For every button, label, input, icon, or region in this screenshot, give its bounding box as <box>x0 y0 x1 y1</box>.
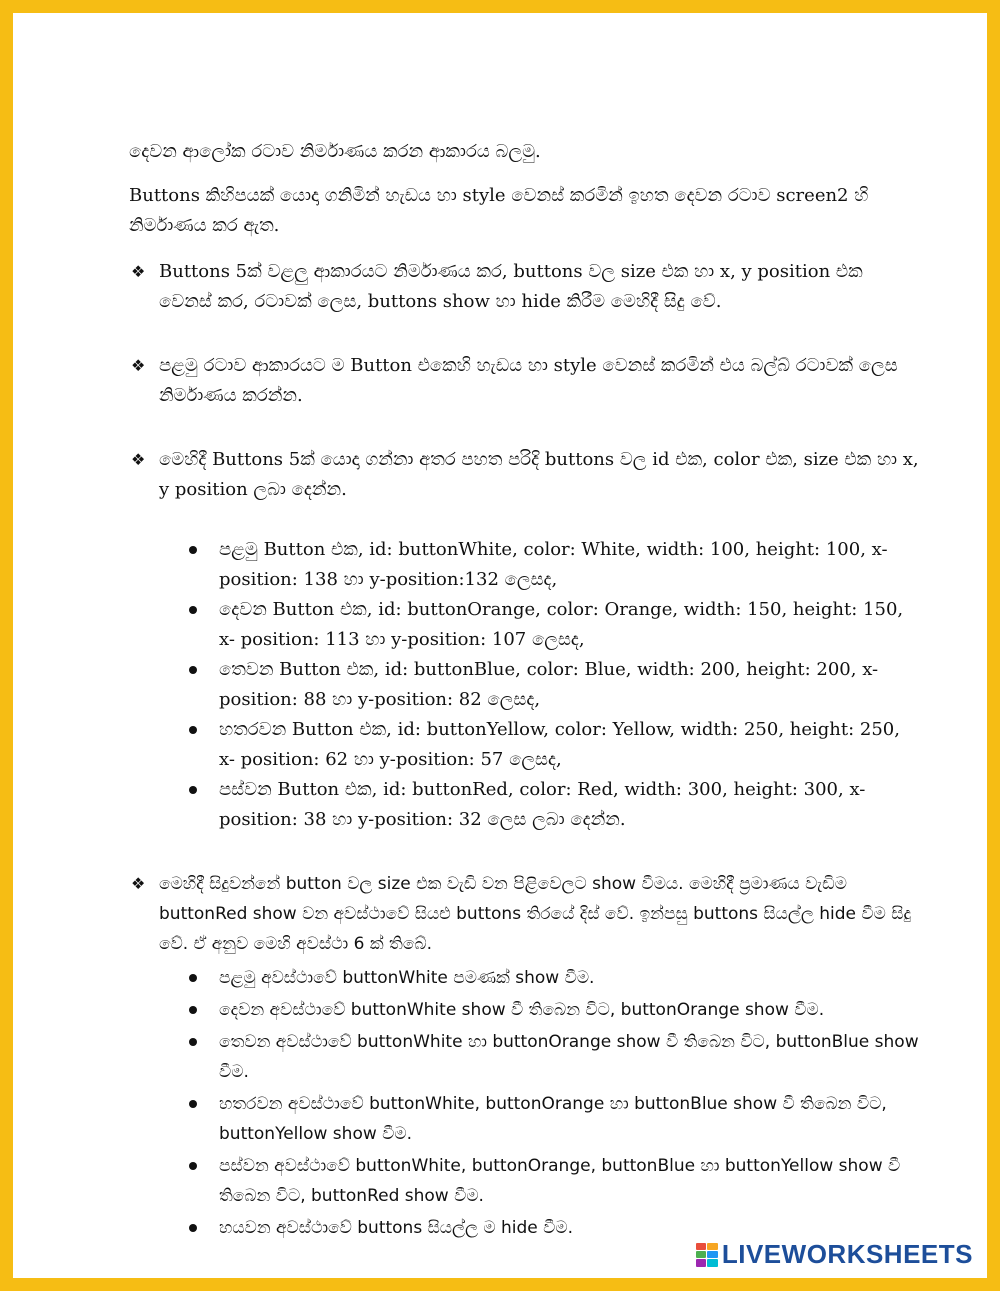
bullet-dot-icon <box>189 606 197 614</box>
list-item <box>189 655 919 715</box>
logo-block <box>696 1251 707 1258</box>
diamond-bullet-icon: ❖ <box>131 262 146 281</box>
diamond-bullet-icon: ❖ <box>131 874 146 893</box>
point-1-text: Buttons 5ක් වළලු ආකාරයට නිර්මාණය කර, buttons වල size එක හා x, y position එක වෙනස් කර, රටාවක් ලෙස, buttons show හා hide කිරීම මෙහිදී සිදු වේ. <box>159 261 863 312</box>
state-text: දෙවන අවස්ථාවේ buttonWhite show වී තිබෙන විට, buttonOrange show වීම. <box>219 1000 825 1020</box>
list-item <box>189 963 919 993</box>
list-item <box>189 595 919 655</box>
button-spec-text: හතරවන Button එක, id: buttonYellow, color: Yellow, width: 250, height: 250, x- position: 62 හා y-position: 57 ලෙසද, <box>219 719 900 770</box>
bullet-dot-icon <box>189 666 197 674</box>
document-body <box>129 137 919 1245</box>
point-3 <box>129 445 919 505</box>
point-2 <box>129 351 919 411</box>
logo-block <box>707 1259 718 1266</box>
logo-block <box>696 1243 707 1250</box>
logo-block <box>707 1243 718 1250</box>
point-1 <box>129 257 919 317</box>
button-spec-text: පළමු Button එක, id: buttonWhite, color: White, width: 100, height: 100, x- position: 138 හා y-position:132 ලෙසද, <box>219 539 888 590</box>
list-item <box>189 995 919 1025</box>
point-4-text: මෙහිදී සිදුවන්නේ button වල size එක වැඩි වන පිළිවෙලට show වීමය. මෙහිදී ප්‍රමාණය වැඩිම buttonRed show වන අවස්ථාවේ සියළු buttons තිරයේ දිස් වේ. ඉන්පසු buttons සියල්ල hide වීම සිදු වේ. ඒ අනුව මෙහි අවස්ථා 6 ක් තිබේ. <box>159 874 911 954</box>
list-item <box>189 1027 919 1087</box>
bullet-dot-icon <box>189 974 197 982</box>
logo-block <box>707 1251 718 1258</box>
bullet-dot-icon <box>189 1038 197 1046</box>
point-3-text: මෙහිදී Buttons 5ක් යොදා ගන්නා අතර පහත පරිදි buttons වල id එක, color එක, size එක හා x, y position ලබා දෙන්න. <box>159 449 919 500</box>
state-text: පළමු අවස්ථාවේ buttonWhite පමණක් show වීම. <box>219 968 595 988</box>
bullet-dot-icon <box>189 786 197 794</box>
logo-mark-icon <box>696 1243 718 1267</box>
state-text: පස්වන අවස්ථාවේ buttonWhite, buttonOrange, buttonBlue හා buttonYellow show වී තිබෙන විට, buttonRed show වීම. <box>219 1156 901 1206</box>
point-4 <box>129 869 919 959</box>
bullet-dot-icon <box>189 1006 197 1014</box>
list-item <box>189 1151 919 1211</box>
list-item <box>189 1089 919 1149</box>
button-spec-text: දෙවන Button එක, id: buttonOrange, color: Orange, width: 150, height: 150, x- position: 113 හා y-position: 107 ලෙසද, <box>219 599 904 650</box>
state-text: හයවන අවස්ථාවේ buttons සියල්ල ම hide වීම. <box>219 1218 574 1238</box>
diamond-bullet-icon: ❖ <box>131 450 146 469</box>
intro-line-2: Buttons කිහිපයක් යොදා ගනිමින් හැඩය හා style වෙනස් කරමින් ඉහත දෙවන රටාව screen2 හි නිර්මාණය කර ඇත. <box>129 185 869 236</box>
state-text: තෙවන අවස්ථාවේ buttonWhite හා buttonOrange show වී තිබෙන විට, buttonBlue show වීම. <box>219 1032 919 1082</box>
bullet-dot-icon <box>189 1224 197 1232</box>
bullet-dot-icon <box>189 1162 197 1170</box>
liveworksheets-logo <box>696 1239 973 1270</box>
state-text: හතරවන අවස්ථාවේ buttonWhite, buttonOrange හා buttonBlue show වී තිබෙන විට, buttonYellow show වීම. <box>219 1094 887 1144</box>
button-spec-text: තෙවන Button එක, id: buttonBlue, color: Blue, width: 200, height: 200, x- position: 88 හා y-position: 82 ලෙසද, <box>219 659 879 710</box>
button-spec-list <box>129 535 919 835</box>
logo-block <box>696 1259 707 1266</box>
logo-text: LIVEWORKSHEETS <box>721 1239 973 1269</box>
button-spec-text: පස්වන Button එක, id: buttonRed, color: Red, width: 300, height: 300, x- position: 38 හා y-position: 32 ලෙස ලබා දෙන්න. <box>219 779 866 830</box>
list-item <box>189 775 919 835</box>
bullet-dot-icon <box>189 726 197 734</box>
list-item <box>189 715 919 775</box>
bullet-dot-icon <box>189 546 197 554</box>
diamond-bullet-icon: ❖ <box>131 356 146 375</box>
list-item <box>189 535 919 595</box>
bullet-dot-icon <box>189 1100 197 1108</box>
states-list <box>129 963 919 1243</box>
point-2-text: පළමු රටාව ආකාරයට ම Button එකෙහි හැඩය හා style වෙනස් කරමින් එය බල්බ් රටාවක් ලෙස නිර්මාණය කරන්න. <box>159 355 898 406</box>
intro-line-1: දෙවන ආලෝක රටාව නිර්මාණය කරන ආකාරය බලමු. <box>129 141 541 162</box>
